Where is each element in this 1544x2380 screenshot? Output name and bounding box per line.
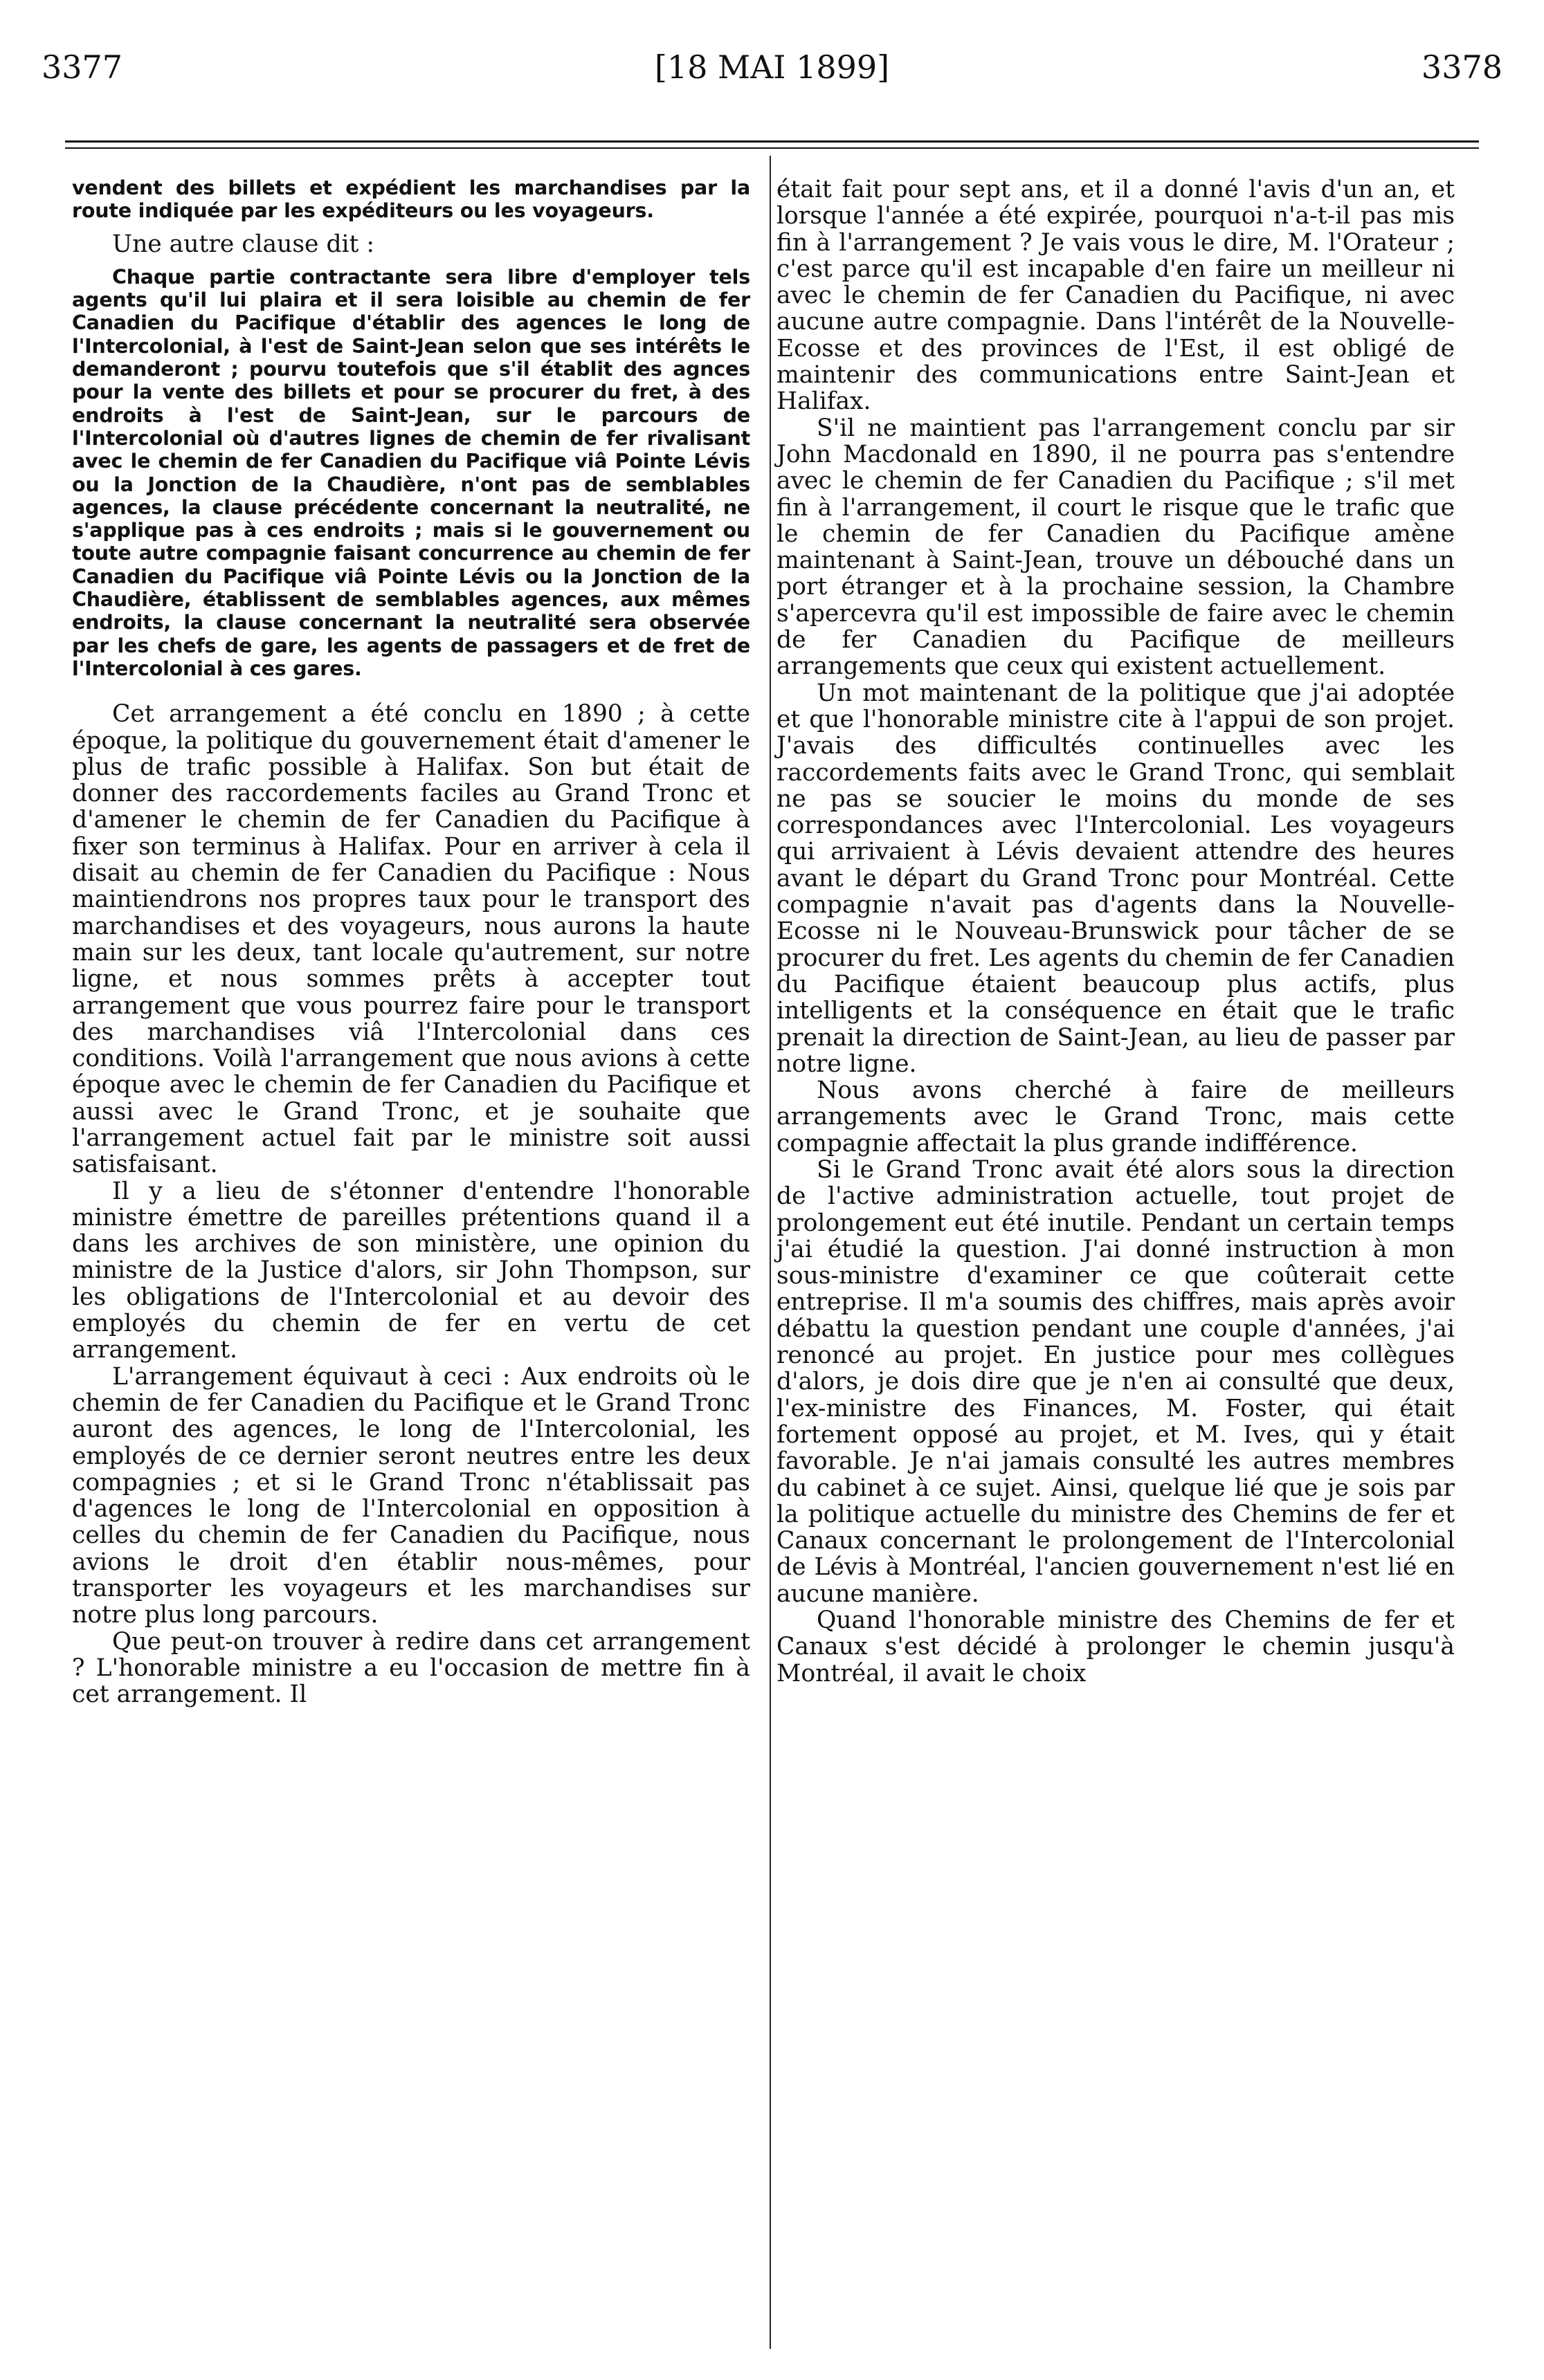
header-rule-secondary <box>65 147 1479 149</box>
paragraph-clause-intro: Une autre clause dit : <box>112 230 375 258</box>
quoted-clause: Chaque partie contractante sera libre d'employer tels agents qu'il lui plaira et il sera loisible au chemin de fer Canadien du Pacifique d'établir des agences le long de l'Intercolonial, à l'est de Saint-Jean selon que ses intérêts le demanderont ; pourvu toutefois que s'il établit des agnces pour la vente des billets et pour se procurer du fret, à des endroits à l'est de Saint-Jean, sur le parcours de l'Intercolonial où d'autres lignes de chemin de fer rivalisant avec le chemin de fer Canadien du Pacifique viâ Pointe Lévis ou la Jonction de la Chaudière, n'ont pas de semblables agences, la clause précédente concernant la neutralité, ne s'applique pas à ces endroits ; mais si le gouvernement ou toute autre compagnie faisant concurrence au chemin de fer Canadien du Pacifique viâ Pointe Lévis ou la Jonction de la Chaudière, établissent de semblables agences, aux mêmes endroits, la clause concernant la neutralité sera observée par les chefs de gare, les agents de passagers et de fret de l'Intercolonial à ces gares. <box>72 265 750 680</box>
paragraph: était fait pour sept ans, et il a donné l'avis d'un an, et lorsque l'année a été expirée, pourquoi n'a-t-il pas mis fin à l'arrangement ? Je vais vous le dire, M. l'Orateur ; c'est parce qu'il est incapable d'en faire un meilleur ni avec le chemin de fer Canadien du Pacifique, ni avec aucune autre compagnie. Dans l'intérêt de la Nouvelle-Ecosse et des provinces de l'Est, il est obligé de maintenir des communications entre Saint-Jean et Halifax. <box>776 176 1455 416</box>
paragraph: Si le Grand Tronc avait été alors sous la direction de l'active administration actuelle, tout projet de prolongement eut été inutile. Pendant un certain temps j'ai étudié la question. J'ai donné instruction à mon sous-ministre d'examiner ce que coûterait cette entreprise. Il m'a soumis des chiffres, mais après avoir débattu la question pendant une couple d'années, j'ai renoncé au projet. En justice pour mes collègues d'alors, je dois dire que je n'en ai consulté que deux, l'ex-ministre des Finances, M. Foster, qui était fortement opposé au projet, et M. Ives, qui y était favorable. Je n'ai jamais consulté les autres membres du cabinet à ce sujet. Ainsi, quelque lié que je sois par la politique actuelle du ministre des Chemins de fer et Canaux concernant le prolongement de l'Intercolonial de Lévis à Montréal, l'ancien gouvernement n'est lié en aucune manière. <box>776 1155 1455 1608</box>
page-number-left: 3377 <box>42 48 123 86</box>
right-column <box>776 176 1455 1687</box>
page-number-right: 3378 <box>1421 48 1502 86</box>
paragraph: Un mot maintenant de la politique que j'ai adoptée et que l'honorable ministre cite à l'appui de son projet. J'avais des difficultés continuelles avec les raccordements faits avec le Grand Tronc, qui semblait ne pas se soucier le moins du monde de ses correspondances avec l'Intercolonial. Les voyageurs qui arrivaient à Lévis devaient attendre des heures avant le départ du Grand Tronc pour Montréal. Cette compagnie n'avait pas d'agents dans la Nouvelle-Ecosse ni le Nouveau-Brunswick pour tâcher de se procurer du fret. Les agents du chemin de fer Canadien du Pacifique étaient beaucoup plus actifs, plus intelligents et la conséquence en était que le trafic prenait la direction de Saint-Jean, au lieu de passer par notre ligne. <box>776 679 1455 1078</box>
paragraph: L'arrangement équivaut à ceci : Aux endroits où le chemin de fer Canadien du Pacifique et le Grand Tronc auront des agences, le long de l'Intercolonial, les employés de ce dernier seront neutres entre les deux compagnies ; et si le Grand Tronc n'établissait pas d'agences le long de l'Intercolonial en opposition à celles du chemin de fer Canadien du Pacifique, nous avions le droit d'en établir nous-mêmes, pour transporter les voyageurs et les marchandises sur notre plus long parcours. <box>72 1362 750 1629</box>
quoted-text-continuation: vendent des billets et expédient les marchandises par la route indiquée par les expéditeurs ou les voyageurs. <box>72 176 750 223</box>
page-header <box>35 48 1509 111</box>
left-column <box>72 176 750 1708</box>
paragraph: Il y a lieu de s'étonner d'entendre l'honorable ministre émettre de pareilles prétentions quand il a dans les archives de son ministère, une opinion du ministre de la Justice d'alors, sir John Thompson, sur les obligations de l'Intercolonial et au devoir des employés du chemin de fer en vertu de cet arrangement. <box>72 1177 750 1364</box>
session-date: [18 MAI 1899] <box>654 48 890 86</box>
column-divider <box>770 156 771 2349</box>
paragraph: Cet arrangement a été conclu en 1890 ; à cette époque, la politique du gouvernement était d'amener le plus de trafic possible à Halifax. Son but était de donner des raccordements faciles au Grand Tronc et d'amener le chemin de fer Canadien du Pacifique à fixer son terminus à Halifax. Pour en arriver à cela il disait au chemin de fer Canadien du Pacifique : Nous maintiendrons nos propres taux pour le transport des marchandises et des voyageurs, nous aurons la haute main sur les deux, tant locale qu'autrement, sur notre ligne, et nous sommes prêts à accepter tout arrangement que vous pourrez faire pour le transport des marchandises viâ l'Intercolonial dans ces conditions. Voilà l'arrangement que nous avions à cette époque avec le chemin de fer Canadien du Pacifique et aussi avec le Grand Tronc, et je souhaite que l'arrangement actuel fait par le ministre soit aussi satisfaisant. <box>72 700 750 1179</box>
paragraph: Quand l'honorable ministre des Chemins de fer et Canaux s'est décidé à prolonger le chemin jusqu'à Montréal, il avait le choix <box>776 1606 1455 1687</box>
header-rule <box>65 140 1479 143</box>
paragraph: S'il ne maintient pas l'arrangement conclu par sir John Macdonald en 1890, il ne pourra pas s'entendre avec le chemin de fer Canadien du Pacifique ; s'il met fin à l'arrangement, il court le risque que le trafic que le chemin de fer Canadien du Pacifique amène maintenant à Saint-Jean, trouve un débouché dans un port étranger et à la prochaine session, la Chambre s'apercevra qu'il est impossible de faire avec le chemin de fer Canadien du Pacifique de meilleurs arrangements que ceux qui existent actuellement. <box>776 414 1455 681</box>
paragraph: Nous avons cherché à faire de meilleurs arrangements avec le Grand Tronc, mais cette compagnie affectait la plus grande indifférence. <box>776 1077 1455 1157</box>
paragraph: Que peut-on trouver à redire dans cet arrangement ? L'honorable ministre a eu l'occasion de mettre fin à cet arrangement. Il <box>72 1627 750 1709</box>
